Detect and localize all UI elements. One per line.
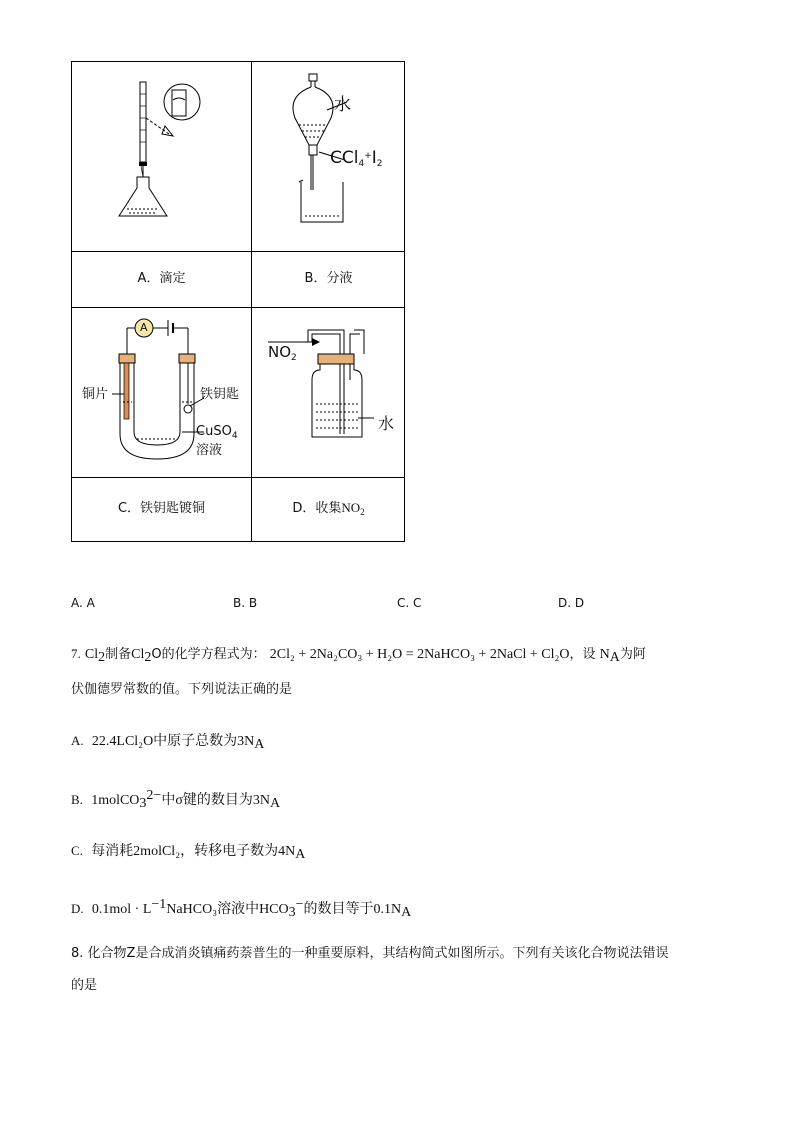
choice-b[interactable]: B. B (233, 596, 258, 610)
table-divider (72, 251, 404, 252)
apparatus-table (71, 61, 405, 542)
q7-option-d[interactable]: D. $0.1mol \cdot L^{-1}NaHCO_3$溶液中$HCO_3^-$的数目等于$0.1N_A$ (71, 897, 412, 920)
option-a-caption: A．滴定 (137, 271, 186, 286)
question-7-stem-line2: 伏伽德罗常数的值。下列说法正确的是 (71, 682, 293, 697)
reaction-equation: 2Cl₂ + 2Na₂CO₃ + H₂O = 2NaHCO₃ + 2NaCl + Cl₂O (269, 647, 570, 662)
option-d-caption: D．收集$NO_2$ (292, 500, 365, 517)
ammeter-label: A (140, 321, 148, 334)
copper-plate-label: 铜片 (82, 387, 109, 402)
option-c-caption: C．铁钥匙镀铜 (117, 501, 206, 516)
solution-label: 溶液 (196, 443, 223, 458)
choice-c[interactable]: C. C (397, 596, 422, 610)
choice-a[interactable]: A. A (71, 596, 95, 610)
water-label-d: 水 (378, 414, 395, 433)
question-8-stem: 8. 化合物Z是合成消炎镇痛药萘普生的一种重要原料，其结构简式如图所示。下列有关该化合物说法错误 (71, 946, 669, 961)
no2-gas-label: $NO_2$ (268, 343, 297, 363)
table-divider (72, 477, 404, 478)
iron-key-label: 铁钥匙 (200, 387, 240, 402)
q7-option-a[interactable]: A. 22.4LCl₂O中原子总数为$3N_A$ (71, 733, 265, 752)
choice-d[interactable]: D. D (558, 596, 585, 610)
ccl4-i2-label: $CCl_4^+I_2$ (330, 148, 383, 169)
water-label: 水 (334, 95, 351, 115)
table-divider (72, 307, 404, 308)
cuso4-label: CuSO$_4$ (196, 424, 238, 441)
titration-apparatus-figure (117, 74, 227, 224)
q7-option-b[interactable]: B. 1molCO$_3^{2-}$中σ键的数目为$3N_A$ (71, 788, 281, 811)
table-divider-vertical (251, 62, 252, 541)
option-b-caption: B．分液 (304, 271, 353, 286)
question-8-stem-line2: 的是 (71, 978, 98, 993)
q7-option-c[interactable]: C. 每消耗2molCl₂，转移电子数为$4N_A$ (71, 843, 306, 862)
question-7-stem: 7. $Cl_2$制备$Cl_2O$的化学方程式为： 2Cl₂ + 2Na₂CO₃ + H₂O = 2NaHCO₃ + 2NaCl + Cl₂O，设 $N_A$为阿 (71, 646, 646, 665)
